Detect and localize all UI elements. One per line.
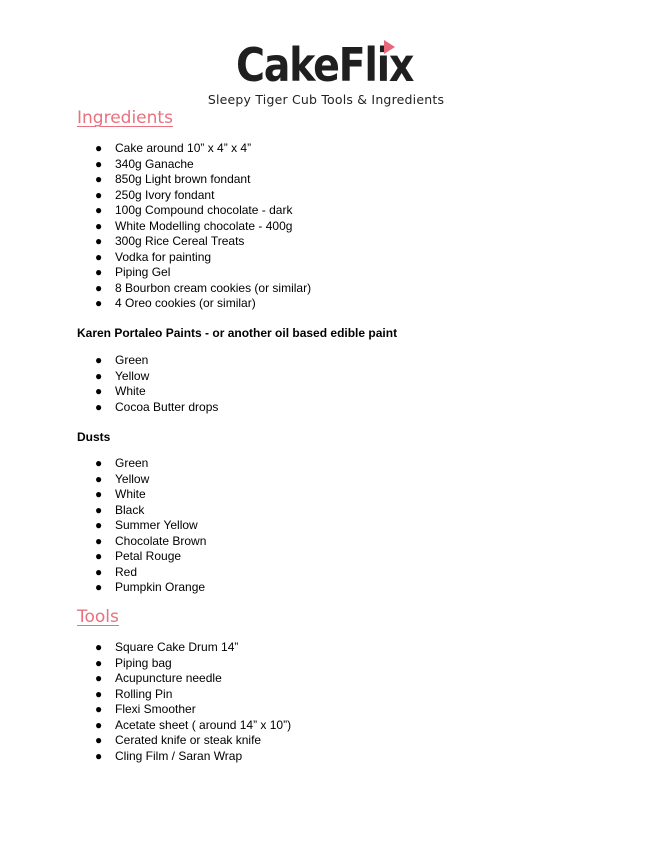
list-item <box>0 141 311 157</box>
list-item <box>0 265 311 281</box>
list-item <box>0 749 291 765</box>
bullet-icon: ● <box>95 655 103 670</box>
bullet-icon: ● <box>95 549 103 563</box>
list-item <box>0 250 311 266</box>
list-item-label: Cerated knife or steak knife <box>115 733 262 747</box>
bullet-icon: ● <box>95 265 103 279</box>
list-item-label: 850g Light brown fondant <box>115 172 251 186</box>
list-item <box>0 549 206 565</box>
bullet-icon: ● <box>95 296 103 310</box>
list-item-label: Petal Rouge <box>115 549 182 563</box>
list-item <box>0 656 291 672</box>
list-item-label: Acetate sheet ( around 14” x 10”) <box>115 717 292 732</box>
paints-list <box>0 353 218 415</box>
list-item <box>0 702 291 718</box>
list-item <box>0 687 291 703</box>
list-item <box>0 456 206 472</box>
dusts-list <box>0 456 206 596</box>
list-item <box>0 188 311 204</box>
bullet-icon: ● <box>95 702 103 716</box>
list-item <box>0 219 311 235</box>
bullet-icon: ● <box>95 686 103 701</box>
list-item <box>0 296 311 312</box>
bullet-icon: ● <box>95 733 103 747</box>
list-item-label: Piping Gel <box>115 265 171 279</box>
bullet-icon: ● <box>95 518 103 532</box>
list-item-label: 250g Ivory fondant <box>115 187 215 202</box>
list-item-label: Green <box>115 353 149 367</box>
bullet-icon: ● <box>95 502 103 517</box>
list-item <box>0 733 291 749</box>
list-item <box>0 640 291 656</box>
list-item <box>0 565 206 581</box>
list-item-label: Vodka for painting <box>115 249 212 264</box>
list-item <box>0 203 311 219</box>
play-icon <box>384 40 395 54</box>
list-item-label: White <box>115 487 146 501</box>
bullet-icon: ● <box>95 203 103 217</box>
list-item <box>0 534 206 550</box>
list-item-label: White Modelling chocolate - 400g <box>115 218 293 233</box>
bullet-icon: ● <box>95 564 103 579</box>
bullet-icon: ● <box>95 640 103 654</box>
bullet-icon: ● <box>95 533 103 548</box>
tools-list <box>0 640 291 764</box>
ingredients-heading: Ingredients <box>77 108 173 128</box>
list-item <box>0 172 311 188</box>
list-item-label: Cling Film / Saran Wrap <box>115 748 243 763</box>
list-item-label: Piping bag <box>115 655 172 670</box>
list-item <box>0 472 206 488</box>
list-item-label: Summer Yellow <box>115 518 198 532</box>
bullet-icon: ● <box>95 368 103 383</box>
list-item <box>0 518 206 534</box>
list-item-label: Square Cake Drum 14” <box>115 640 239 654</box>
list-item-label: 100g Compound chocolate - dark <box>115 203 293 217</box>
list-item-label: Yellow <box>115 471 150 486</box>
bullet-icon: ● <box>95 218 103 233</box>
list-item-label: 8 Bourbon cream cookies (or similar) <box>115 280 312 295</box>
bullet-icon: ● <box>95 487 103 501</box>
list-item <box>0 718 291 734</box>
list-item <box>0 281 311 297</box>
list-item <box>0 157 311 173</box>
page-subtitle: Sleepy Tiger Cub Tools & Ingredients <box>207 92 445 107</box>
list-item <box>0 353 218 369</box>
list-item <box>0 503 206 519</box>
list-item-label: 340g Ganache <box>115 156 194 171</box>
list-item <box>0 369 218 385</box>
list-item-label: Green <box>115 456 149 470</box>
bullet-icon: ● <box>95 249 103 264</box>
list-item <box>0 234 311 250</box>
list-item-label: White <box>115 384 146 398</box>
bullet-icon: ● <box>95 141 103 155</box>
dusts-heading: Dusts <box>77 430 111 444</box>
bullet-icon: ● <box>95 471 103 486</box>
list-item <box>0 400 218 416</box>
bullet-icon: ● <box>95 234 103 248</box>
list-item <box>0 671 291 687</box>
list-item-label: Black <box>115 502 145 517</box>
list-item-label: Flexi Smoother <box>115 702 196 716</box>
list-item-label: 4 Oreo cookies (or similar) <box>115 296 256 310</box>
list-item-label: Acupuncture needle <box>115 671 222 685</box>
list-item-label: Yellow <box>115 368 150 383</box>
list-item-label: Cake around 10” x 4” x 4” <box>115 141 252 155</box>
ingredients-list <box>0 141 311 312</box>
list-item-label: Pumpkin Orange <box>115 580 206 594</box>
bullet-icon: ● <box>95 671 103 685</box>
cakeflix-logo <box>0 36 652 94</box>
bullet-icon: ● <box>95 172 103 186</box>
list-item-label: Rolling Pin <box>115 686 173 701</box>
list-item <box>0 487 206 503</box>
bullet-icon: ● <box>95 384 103 398</box>
list-item-label: 300g Rice Cereal Treats <box>115 234 245 248</box>
logo-text: CakeFlix <box>236 38 414 92</box>
list-item <box>0 580 206 596</box>
bullet-icon: ● <box>95 748 103 763</box>
list-item-label: Red <box>115 564 138 579</box>
paints-heading: Karen Portaleo Paints - or another oil based edible paint <box>77 326 398 340</box>
tools-heading: Tools <box>77 607 119 627</box>
bullet-icon: ● <box>95 580 103 594</box>
bullet-icon: ● <box>95 187 103 202</box>
bullet-icon: ● <box>95 456 103 470</box>
bullet-icon: ● <box>95 156 103 171</box>
list-item <box>0 384 218 400</box>
list-item-label: Chocolate Brown <box>115 533 207 548</box>
bullet-icon: ● <box>95 399 103 414</box>
list-item-label: Cocoa Butter drops <box>115 399 219 414</box>
bullet-icon: ● <box>95 717 103 732</box>
bullet-icon: ● <box>95 280 103 295</box>
bullet-icon: ● <box>95 353 103 367</box>
